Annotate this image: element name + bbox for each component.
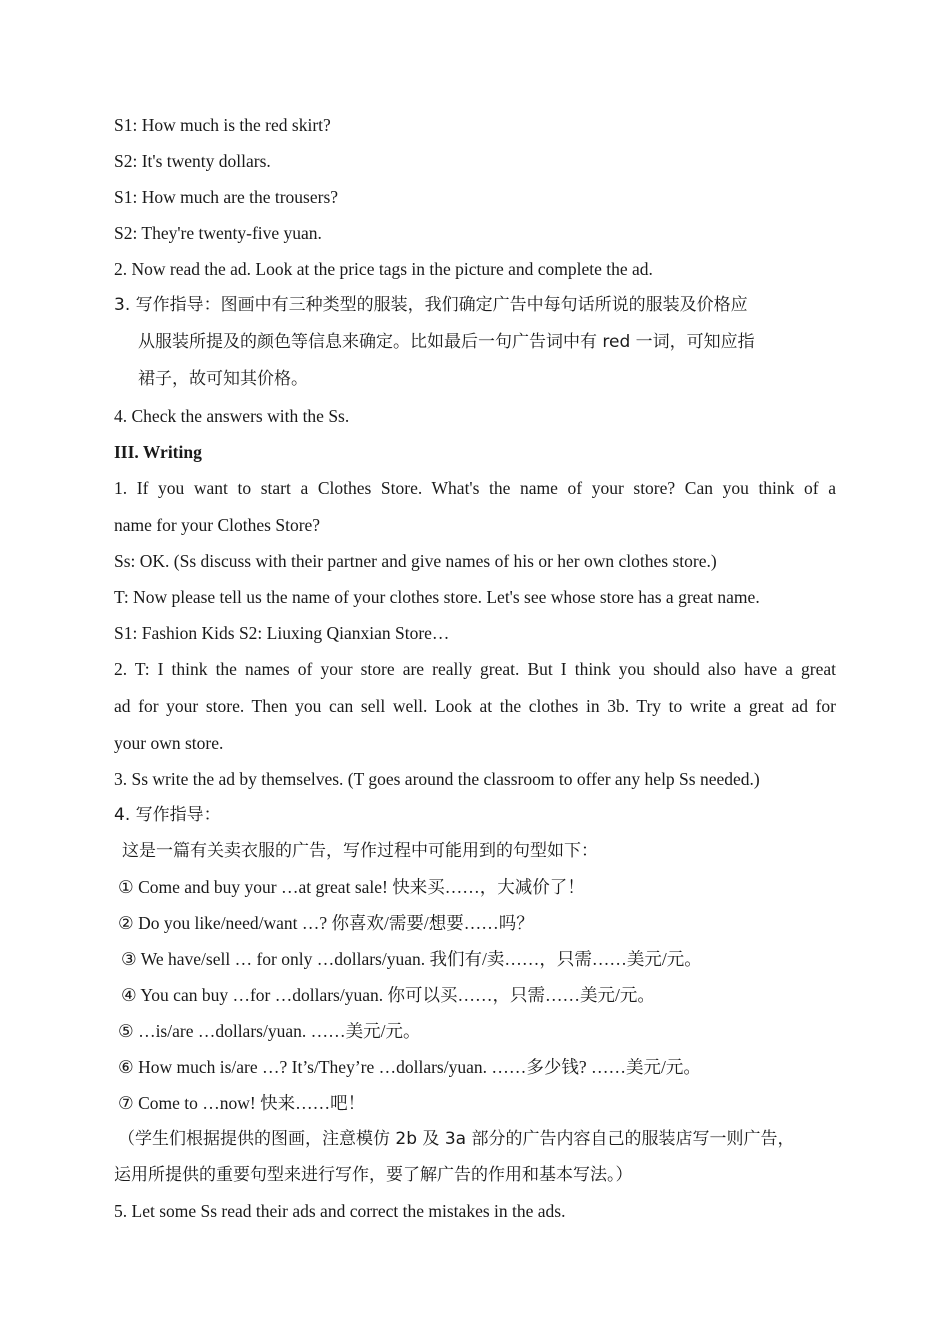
sentence-pattern: ⑥ How much is/are …? It’s/They’re …dollars/yuan. ……多少钱? ……美元/元。 [118, 1057, 701, 1077]
dialogue-line: S2: It's twenty dollars. [114, 151, 271, 171]
sentence-pattern: ⑤ …is/are …dollars/yuan. ……美元/元。 [118, 1021, 421, 1041]
writing-item-5: 5. Let some Ss read their ads and correct the mistakes in the ads. [114, 1201, 566, 1221]
writing-item-1-line-2: name for your Clothes Store? [114, 515, 321, 535]
writing-item-4-intro: 这是一篇有关卖衣服的广告，写作过程中可能用到的句型如下： [122, 841, 598, 861]
store-names: S1: Fashion Kids S2: Liuxing Qianxian Store… [114, 623, 450, 643]
dialogue-line: S1: How much is the red skirt? [114, 115, 331, 135]
sentence-pattern: ④ You can buy …for …dollars/yuan. 你可以买……，只需……美元/元。 [121, 985, 655, 1005]
step-3-line-1: 3. 写作指导：图画中有三种类型的服装，我们确定广告中每句话所说的服装及价格应 [114, 295, 748, 315]
dialogue-line: S2: They're twenty-five yuan. [114, 223, 322, 243]
writing-item-2-line-1: 2. T: I think the names of your store are really great. But I think you should also have a great [114, 659, 836, 679]
ss-reply: Ss: OK. (Ss discuss with their partner and give names of his or her own clothes store.) [114, 551, 717, 571]
sentence-pattern: ③ We have/sell … for only …dollars/yuan. 我们有/卖……，只需……美元/元。 [121, 949, 702, 969]
writing-item-2-line-2: ad for your store. Then you can sell well. Look at the clothes in 3b. Try to write a great ad for [114, 696, 836, 716]
sentence-pattern: ⑦ Come to …now! 快来……吧！ [118, 1093, 366, 1113]
step-4: 4. Check the answers with the Ss. [114, 406, 350, 426]
step-3-line-2: 从服装所提及的颜色等信息来确定。比如最后一句广告词中有 red 一词，可知应指 [138, 332, 755, 352]
section-title: III. Writing [114, 442, 202, 462]
writing-item-2-line-3: your own store. [114, 733, 224, 753]
step-2: 2. Now read the ad. Look at the price tags in the picture and complete the ad. [114, 259, 653, 279]
writing-item-4-title: 4. 写作指导： [114, 805, 221, 825]
writing-item-1-line-1: 1. If you want to start a Clothes Store. What's the name of your store? Can you think of a [114, 478, 836, 498]
student-note-line-1: （学生们根据提供的图画，注意模仿 2b 及 3a 部分的广告内容自己的服装店写一则广告， [118, 1129, 795, 1149]
student-note-line-2: 运用所提供的重要句型来进行写作，要了解广告的作用和基本写法。） [114, 1165, 633, 1185]
teacher-line: T: Now please tell us the name of your clothes store. Let's see whose store has a great name. [114, 587, 760, 607]
writing-item-3: 3. Ss write the ad by themselves. (T goes around the classroom to offer any help Ss needed.) [114, 769, 760, 789]
step-3-line-3: 裙子，故可知其价格。 [138, 369, 308, 389]
dialogue-line: S1: How much are the trousers? [114, 187, 339, 207]
sentence-pattern: ① Come and buy your …at great sale! 快来买……，大减价了！ [118, 877, 585, 897]
sentence-pattern: ② Do you like/need/want …? 你喜欢/需要/想要……吗？ [118, 913, 534, 933]
